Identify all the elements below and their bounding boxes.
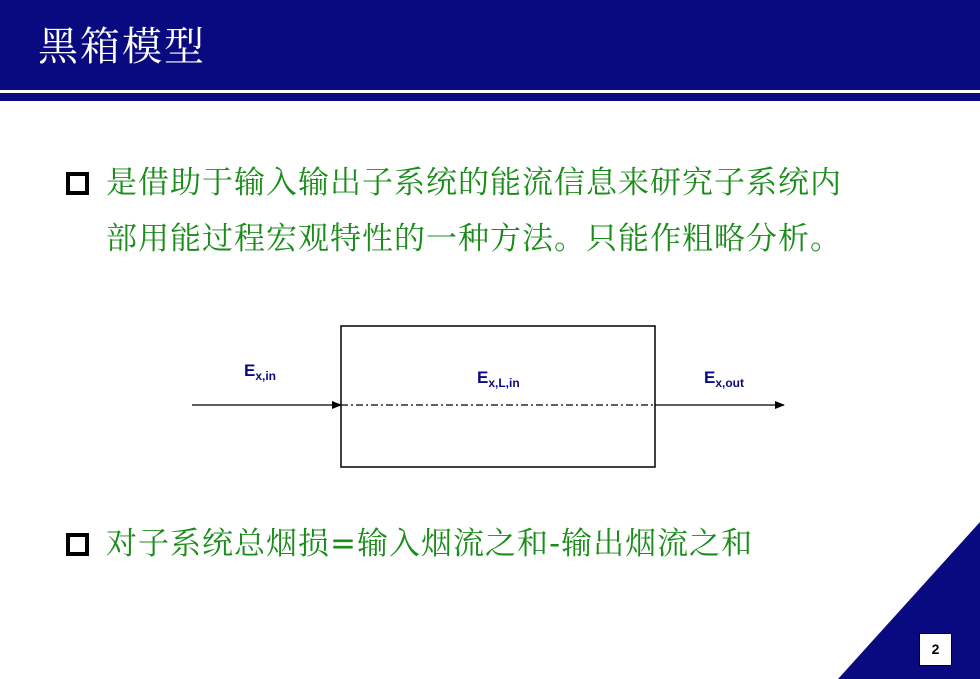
output-label: $E_{x,out}$ bbox=[704, 368, 745, 390]
corner-triangle-decoration bbox=[838, 522, 980, 679]
input-label: $E_{x,in}$ bbox=[244, 361, 277, 383]
bullet-1-line-2: 部用能过程宏观特性的一种方法。只能作粗略分析。 bbox=[106, 221, 842, 257]
black-box bbox=[341, 326, 655, 467]
bullet-square-icon bbox=[66, 533, 89, 556]
internal-loss-label: $E_{x,L,in}$ bbox=[477, 368, 520, 390]
slide-title: 黑箱模型 bbox=[38, 24, 206, 70]
bullet-2-line-1: 对子系统总烟损=输入烟流之和-输出烟流之和 bbox=[106, 526, 754, 562]
page-number: 2 bbox=[919, 633, 952, 666]
bullet-1-line-1: 是借助于输入输出子系统的能流信息来研究子系统内 bbox=[106, 165, 842, 201]
